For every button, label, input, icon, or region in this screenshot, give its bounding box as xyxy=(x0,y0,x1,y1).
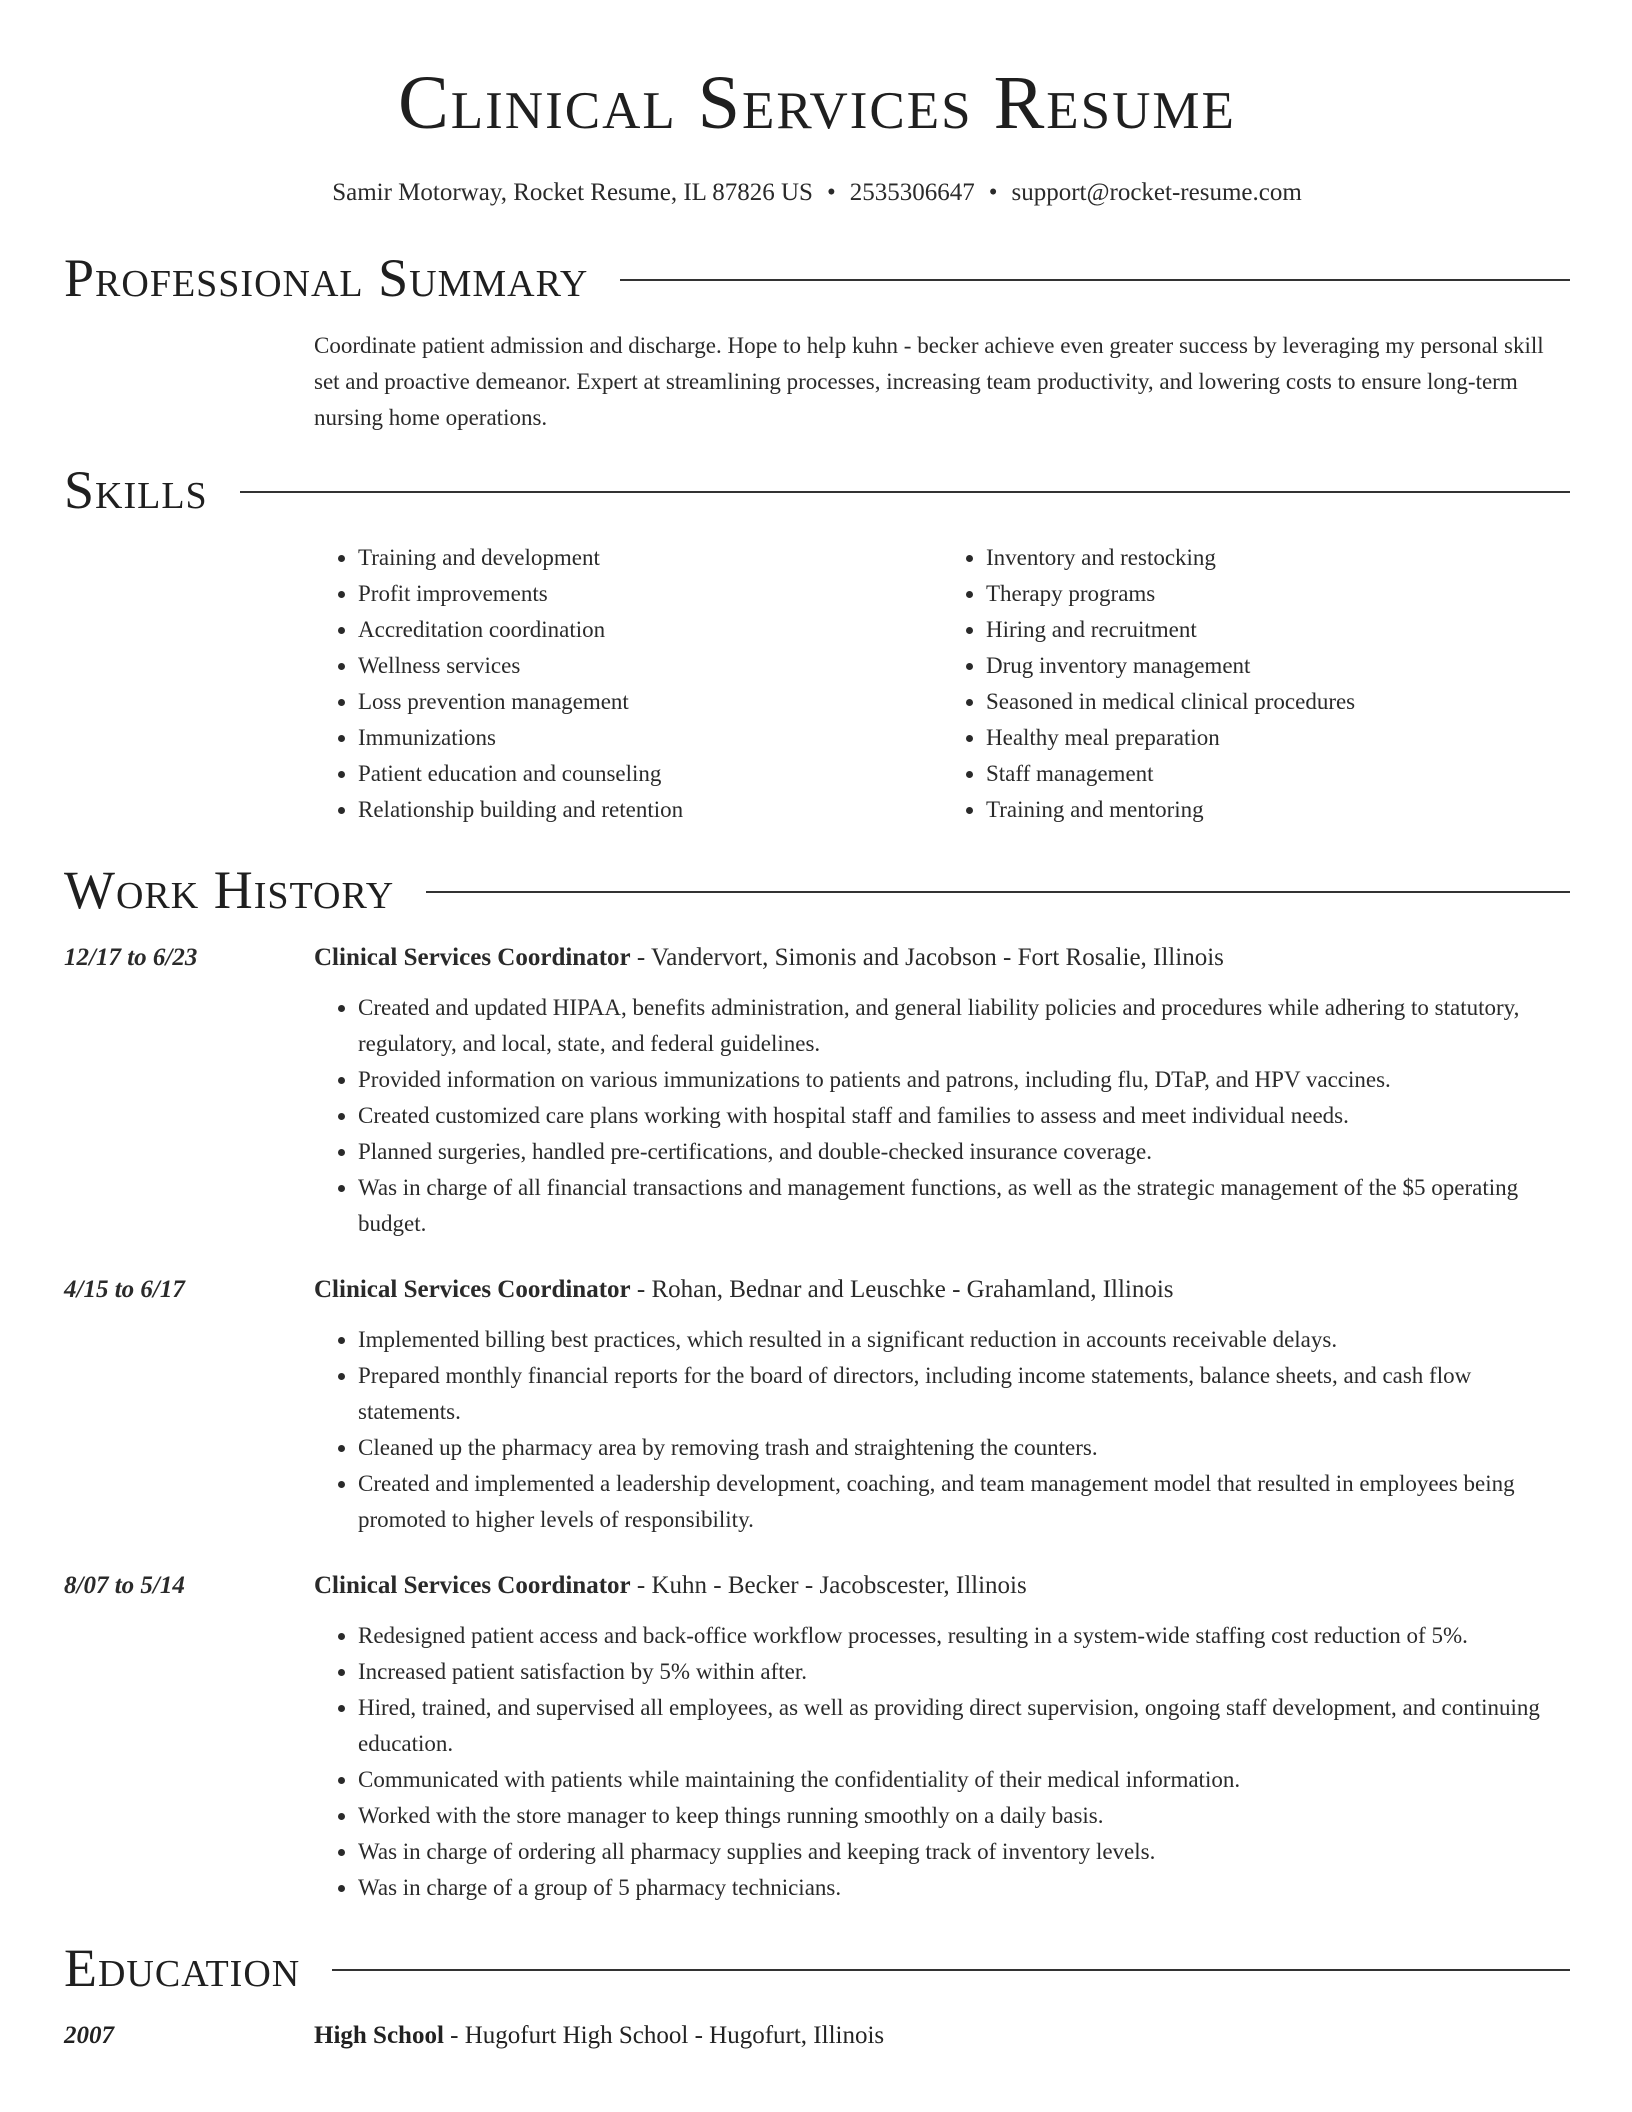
section-divider xyxy=(620,279,1570,281)
contact-email: support@rocket-resume.com xyxy=(1011,179,1302,206)
education-entry xyxy=(64,2018,1570,2054)
job-dates: 12/17 to 6/23 xyxy=(64,944,198,971)
section-divider xyxy=(240,491,1570,493)
work-heading: Work History xyxy=(64,860,395,920)
education-degree: High School xyxy=(314,2022,444,2049)
skills-column-right xyxy=(942,540,1570,828)
job-bullet: • Created and updated HIPAA, benefits administration, and general liability policies and procedures while adhering to statutory, regulatory, and local, state, and federal guidelines. xyxy=(358,990,1570,1062)
job-bullet: • Created customized care plans working with hospital staff and families to assess and meet individual needs. xyxy=(358,1098,1570,1134)
job-bullet: • Redesigned patient access and back-office workflow processes, resulting in a system-wide staffing cost reduction of 5%. xyxy=(358,1618,1570,1654)
job-entry xyxy=(64,940,1570,1242)
skill-item: • Patient education and counseling xyxy=(358,756,942,792)
skill-item: • Accreditation coordination xyxy=(358,612,942,648)
job-entry xyxy=(64,1272,1570,1538)
skill-item: • Inventory and restocking xyxy=(986,540,1570,576)
contact-separator: • xyxy=(826,179,836,206)
job-title-line xyxy=(314,1272,1174,1308)
job-bullet: • Planned surgeries, handled pre-certifications, and double-checked insurance coverage. xyxy=(358,1134,1570,1170)
contact-address: Samir Motorway, Rocket Resume, IL 87826 US xyxy=(332,179,813,206)
contact-separator: • xyxy=(988,179,998,206)
skill-item: • Seasoned in medical clinical procedures xyxy=(986,684,1570,720)
job-header xyxy=(64,1272,1570,1308)
skills-section-header xyxy=(64,458,1570,522)
job-title-line xyxy=(314,940,1224,976)
contact-line xyxy=(64,176,1570,210)
education-heading: Education xyxy=(64,1938,301,1998)
job-bullet: • Cleaned up the pharmacy area by removing trash and straightening the counters. xyxy=(358,1430,1570,1466)
job-bullet: • Was in charge of ordering all pharmacy supplies and keeping track of inventory levels. xyxy=(358,1834,1570,1870)
skill-item: • Staff management xyxy=(986,756,1570,792)
contact-phone: 2535306647 xyxy=(849,179,975,206)
job-bullet: • Created and implemented a leadership development, coaching, and team management model that resulted in employees being promoted to higher levels of responsibility. xyxy=(358,1466,1570,1538)
job-title: Clinical Services Coordinator xyxy=(314,1276,631,1303)
summary-section-header xyxy=(64,246,1570,310)
skill-item: • Drug inventory management xyxy=(986,648,1570,684)
summary-text: Coordinate patient admission and discharge. Hope to help kuhn - becker achieve even greater success by leveraging my personal skill set and proactive demeanor. Expert at streamlining processes, increasing team productivity, and lowering costs to ensure long-term nursing home operations. xyxy=(314,333,1544,430)
education-section-header xyxy=(64,1936,1570,2000)
education-year: 2007 xyxy=(64,2022,114,2049)
skill-item: • Immunizations xyxy=(358,720,942,756)
job-bullet: • Worked with the store manager to keep things running smoothly on a daily basis. xyxy=(358,1798,1570,1834)
job-bullet: • Was in charge of all financial transactions and management functions, as well as the strategic management of the $5 operating budget. xyxy=(358,1170,1570,1242)
skills-list xyxy=(314,540,1570,828)
skill-item: • Healthy meal preparation xyxy=(986,720,1570,756)
skill-item: • Hiring and recruitment xyxy=(986,612,1570,648)
summary-heading: Professional Summary xyxy=(64,248,589,308)
job-employer: - Rohan, Bednar and Leuschke - Grahamland, Illinois xyxy=(630,1276,1174,1303)
job-bullet: • Provided information on various immunizations to patients and patrons, including flu, DTaP, and HPV vaccines. xyxy=(358,1062,1570,1098)
skills-column-left xyxy=(314,540,942,828)
job-bullets xyxy=(314,1618,1570,1906)
job-header xyxy=(64,1568,1570,1604)
job-entry xyxy=(64,1568,1570,1906)
job-bullet: • Implemented billing best practices, which resulted in a significant reduction in accounts receivable delays. xyxy=(358,1322,1570,1358)
job-title-line xyxy=(314,1568,1027,1604)
job-dates: 8/07 to 5/14 xyxy=(64,1572,185,1599)
job-bullet: • Communicated with patients while maintaining the confidentiality of their medical information. xyxy=(358,1762,1570,1798)
skill-item: • Wellness services xyxy=(358,648,942,684)
skill-item: • Therapy programs xyxy=(986,576,1570,612)
section-divider xyxy=(426,891,1570,893)
skill-item: • Relationship building and retention xyxy=(358,792,942,828)
education-school: - Hugofurt High School - Hugofurt, Illinois xyxy=(443,2022,885,2049)
job-bullets xyxy=(314,1322,1570,1538)
job-bullet: • Prepared monthly financial reports for the board of directors, including income statements, balance sheets, and cash flow statements. xyxy=(358,1358,1570,1430)
resume-title: Clinical Services Resume xyxy=(398,61,1236,145)
job-employer: - Kuhn - Becker - Jacobscester, Illinois xyxy=(630,1572,1027,1599)
job-header xyxy=(64,940,1570,976)
job-bullet: • Was in charge of a group of 5 pharmacy technicians. xyxy=(358,1870,1570,1906)
skill-item: • Loss prevention management xyxy=(358,684,942,720)
job-bullets xyxy=(314,990,1570,1242)
job-title: Clinical Services Coordinator xyxy=(314,944,631,971)
job-dates: 4/15 to 6/17 xyxy=(64,1276,185,1303)
skill-item: • Training and development xyxy=(358,540,942,576)
education-details xyxy=(314,2018,884,2054)
section-divider xyxy=(332,1969,1570,1971)
job-employer: - Vandervort, Simonis and Jacobson - Fort Rosalie, Illinois xyxy=(630,944,1224,971)
work-section-header xyxy=(64,858,1570,922)
skill-item: • Profit improvements xyxy=(358,576,942,612)
skills-heading: Skills xyxy=(64,460,208,520)
job-bullet: • Hired, trained, and supervised all employees, as well as providing direct supervision, ongoing staff development, and continuing education. xyxy=(358,1690,1570,1762)
skill-item: • Training and mentoring xyxy=(986,792,1570,828)
job-bullet: • Increased patient satisfaction by 5% within after. xyxy=(358,1654,1570,1690)
job-title: Clinical Services Coordinator xyxy=(314,1572,631,1599)
